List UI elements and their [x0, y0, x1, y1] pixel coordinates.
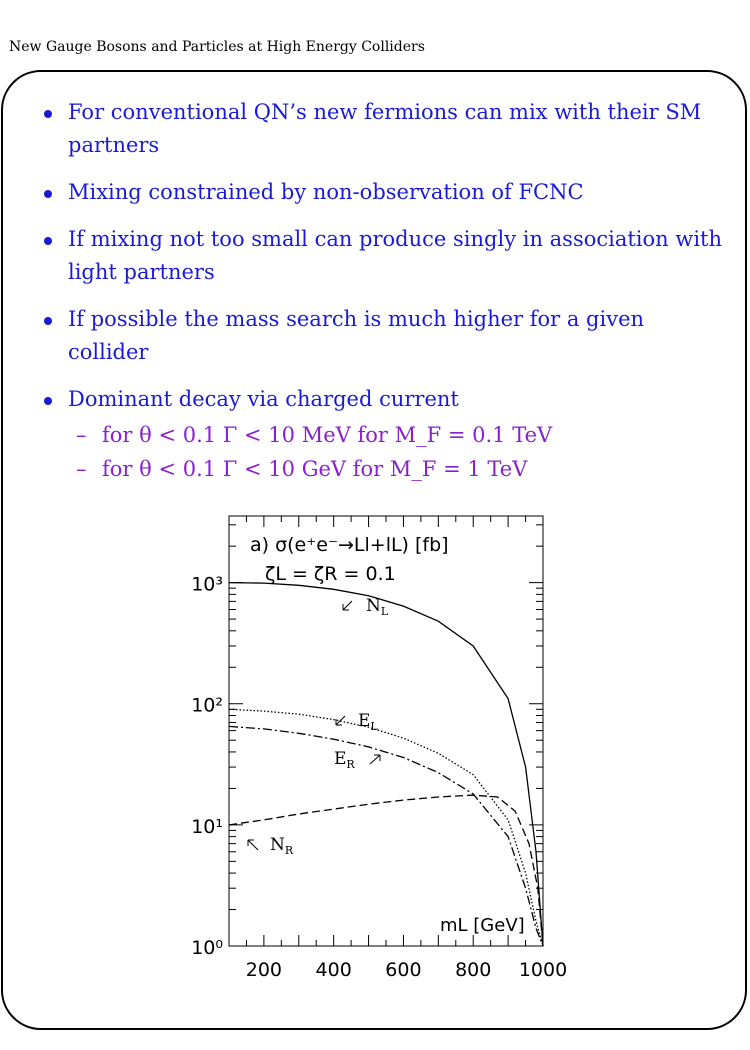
x-axis-label: mL [GeV]: [440, 915, 525, 936]
bullet-text: If possible the mass search is much higher for a given collider: [68, 307, 645, 364]
y-tick-label: 10³: [191, 573, 223, 596]
sub-bullet-text: for θ < 0.1 Γ < 10 MeV for M_F = 0.1 TeV: [102, 423, 553, 447]
arrow-icon: [248, 840, 258, 850]
slide-header: New Gauge Bosons and Particles at High Energy Colliders: [9, 39, 425, 55]
series-label-nl: $N_L$: [366, 596, 389, 618]
bullet-text: Dominant decay via charged current: [68, 387, 459, 411]
series-label-el: $E_L$: [358, 711, 378, 733]
chart-title: a) σ(e⁺e⁻→Ll+lL) [fb]: [250, 534, 449, 556]
x-tick-label: 1000: [518, 959, 568, 981]
sub-bullet-text: for θ < 0.1 Γ < 10 GeV for M_F = 1 TeV: [102, 457, 528, 481]
bullet-text: For conventional QN’s new fermions can mix with their SM partners: [68, 100, 702, 157]
series-label-er: $E_R$: [334, 749, 355, 771]
bullet-text: Mixing constrained by non-observation of FCNC: [68, 180, 584, 204]
bullet-text: If mixing not too small can produce singly in association with light partners: [68, 227, 723, 284]
x-tick-label: 400: [315, 959, 352, 981]
x-tick-label: 200: [245, 959, 283, 981]
series-line-nl: [229, 583, 543, 946]
series-label-nr: $N_R$: [270, 835, 294, 857]
arrow-icon: [370, 755, 380, 764]
arrow-icon: [343, 601, 352, 610]
y-tick-label: 10¹: [191, 815, 223, 838]
chart-subtitle: ζL = ζR = 0.1: [265, 563, 396, 585]
x-tick-label: 800: [455, 959, 492, 981]
y-tick-label: 10²: [191, 694, 223, 717]
dash-icon: –: [76, 457, 87, 481]
y-tick-label: 10⁰: [191, 937, 223, 959]
dash-icon: –: [76, 423, 87, 447]
x-tick-label: 600: [385, 959, 422, 981]
series-line-el: [229, 709, 543, 946]
